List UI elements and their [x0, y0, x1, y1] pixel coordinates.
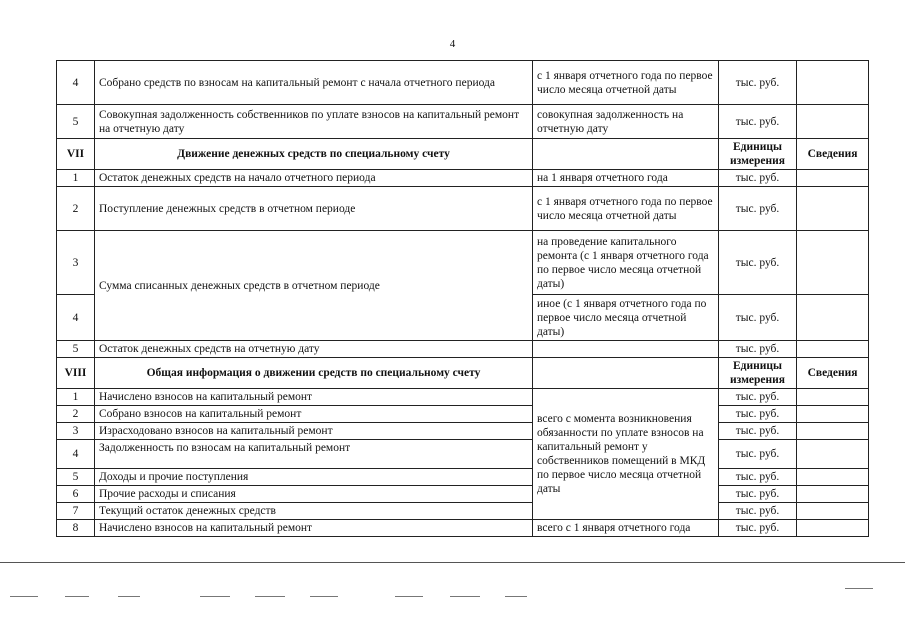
scan-mark [118, 596, 140, 597]
scan-mark [450, 596, 480, 597]
table-row [57, 486, 869, 503]
row-name: Остаток денежных средств на начало отчетного периода [95, 170, 533, 187]
scan-mark [200, 596, 230, 597]
scan-mark [10, 596, 38, 597]
row-period: на 1 января отчетного года [533, 170, 719, 187]
section-title: Общая информация о движении средств по специальному счету [95, 358, 533, 389]
row-value-cell[interactable] [797, 105, 869, 139]
row-unit: тыс. руб. [719, 423, 797, 440]
info-header: Сведения [797, 358, 869, 389]
row-number: 4 [57, 61, 95, 105]
row-value-cell[interactable] [797, 341, 869, 358]
row-unit: тыс. руб. [719, 503, 797, 520]
page-number: 4 [449, 38, 456, 50]
row-value-cell[interactable] [797, 440, 869, 469]
row-value-cell[interactable] [797, 187, 869, 231]
row-period: с 1 января отчетного года по первое число месяца отчетной даты [533, 61, 719, 105]
row-number: 4 [57, 295, 95, 341]
row-unit: тыс. руб. [719, 389, 797, 406]
table-row [57, 389, 869, 406]
table-row [57, 105, 869, 139]
row-period: всего с момента возникновения обязанности по уплате взносов на капитальный ремонт у собственников помещений в МКД по первое число месяца отчетной даты [533, 389, 719, 520]
row-number: 7 [57, 503, 95, 520]
row-number: 2 [57, 187, 95, 231]
row-unit: тыс. руб. [719, 440, 797, 469]
row-value-cell[interactable] [797, 423, 869, 440]
row-period: иное (с 1 января отчетного года по первое число месяца отчетной даты) [533, 295, 719, 341]
info-header: Сведения [797, 139, 869, 170]
section-number: VII [57, 139, 95, 170]
scan-mark [255, 596, 285, 597]
row-period: совокупная задолженность на отчетную дату [533, 105, 719, 139]
table-row [57, 231, 869, 295]
row-number: 5 [57, 105, 95, 139]
row-value-cell[interactable] [797, 170, 869, 187]
scan-mark [845, 588, 873, 589]
table-row [57, 469, 869, 486]
row-value-cell[interactable] [797, 503, 869, 520]
row-value-cell[interactable] [797, 469, 869, 486]
page-cut-line [0, 562, 905, 563]
row-unit: тыс. руб. [719, 520, 797, 537]
section-header-row [57, 358, 869, 389]
row-name: Текущий остаток денежных средств [95, 503, 533, 520]
row-name: Прочие расходы и списания [95, 486, 533, 503]
scan-mark [310, 596, 338, 597]
row-name: Задолженность по взносам на капитальный ремонт [95, 440, 533, 469]
row-number: 4 [57, 440, 95, 469]
table-row [57, 503, 869, 520]
row-unit: тыс. руб. [719, 295, 797, 341]
unit-header: Единицы измерения [719, 139, 797, 170]
row-number: 3 [57, 231, 95, 295]
row-period: всего с 1 января отчетного года [533, 520, 719, 537]
row-value-cell[interactable] [797, 295, 869, 341]
row-number: 1 [57, 170, 95, 187]
row-unit: тыс. руб. [719, 187, 797, 231]
row-number: 1 [57, 389, 95, 406]
row-unit: тыс. руб. [719, 469, 797, 486]
table-row [57, 520, 869, 537]
row-number: 8 [57, 520, 95, 537]
row-name: Собрано взносов на капитальный ремонт [95, 406, 533, 423]
row-period: с 1 января отчетного года по первое число месяца отчетной даты [533, 187, 719, 231]
row-value-cell[interactable] [797, 486, 869, 503]
row-unit: тыс. руб. [719, 61, 797, 105]
report-table [56, 60, 869, 537]
row-unit: тыс. руб. [719, 105, 797, 139]
row-unit: тыс. руб. [719, 231, 797, 295]
table-row [57, 61, 869, 105]
row-name: Доходы и прочие поступления [95, 469, 533, 486]
row-value-cell[interactable] [797, 406, 869, 423]
row-number: 5 [57, 341, 95, 358]
row-name: Поступление денежных средств в отчетном периоде [95, 187, 533, 231]
scan-mark [505, 596, 527, 597]
row-name: Сумма списанных денежных средств в отчетном периоде [95, 231, 533, 341]
scan-mark [395, 596, 423, 597]
row-name: Совокупная задолженность собственников по уплате взносов на капитальный ремонт на отчетную дату [95, 105, 533, 139]
row-number: 6 [57, 486, 95, 503]
row-unit: тыс. руб. [719, 486, 797, 503]
row-value-cell[interactable] [797, 520, 869, 537]
row-number: 3 [57, 423, 95, 440]
section-header-row [57, 139, 869, 170]
table-row [57, 406, 869, 423]
table-row [57, 341, 869, 358]
table-row [57, 423, 869, 440]
row-value-cell[interactable] [797, 389, 869, 406]
row-number: 2 [57, 406, 95, 423]
row-value-cell[interactable] [797, 231, 869, 295]
row-period: на проведение капитального ремонта (с 1 января отчетного года по первое число месяца отчетной даты) [533, 231, 719, 295]
scan-mark [65, 596, 89, 597]
row-period [533, 341, 719, 358]
row-value-cell[interactable] [797, 61, 869, 105]
table-row [57, 187, 869, 231]
row-unit: тыс. руб. [719, 406, 797, 423]
table-row [57, 440, 869, 469]
section-number: VIII [57, 358, 95, 389]
row-name: Израсходовано взносов на капитальный ремонт [95, 423, 533, 440]
row-name: Собрано средств по взносам на капитальный ремонт с начала отчетного периода [95, 61, 533, 105]
row-unit: тыс. руб. [719, 341, 797, 358]
row-name: Остаток денежных средств на отчетную дату [95, 341, 533, 358]
row-unit: тыс. руб. [719, 170, 797, 187]
unit-header: Единицы измерения [719, 358, 797, 389]
table-row [57, 170, 869, 187]
section-title: Движение денежных средств по специальному счету [95, 139, 533, 170]
row-number: 5 [57, 469, 95, 486]
row-name: Начислено взносов на капитальный ремонт [95, 520, 533, 537]
row-name: Начислено взносов на капитальный ремонт [95, 389, 533, 406]
